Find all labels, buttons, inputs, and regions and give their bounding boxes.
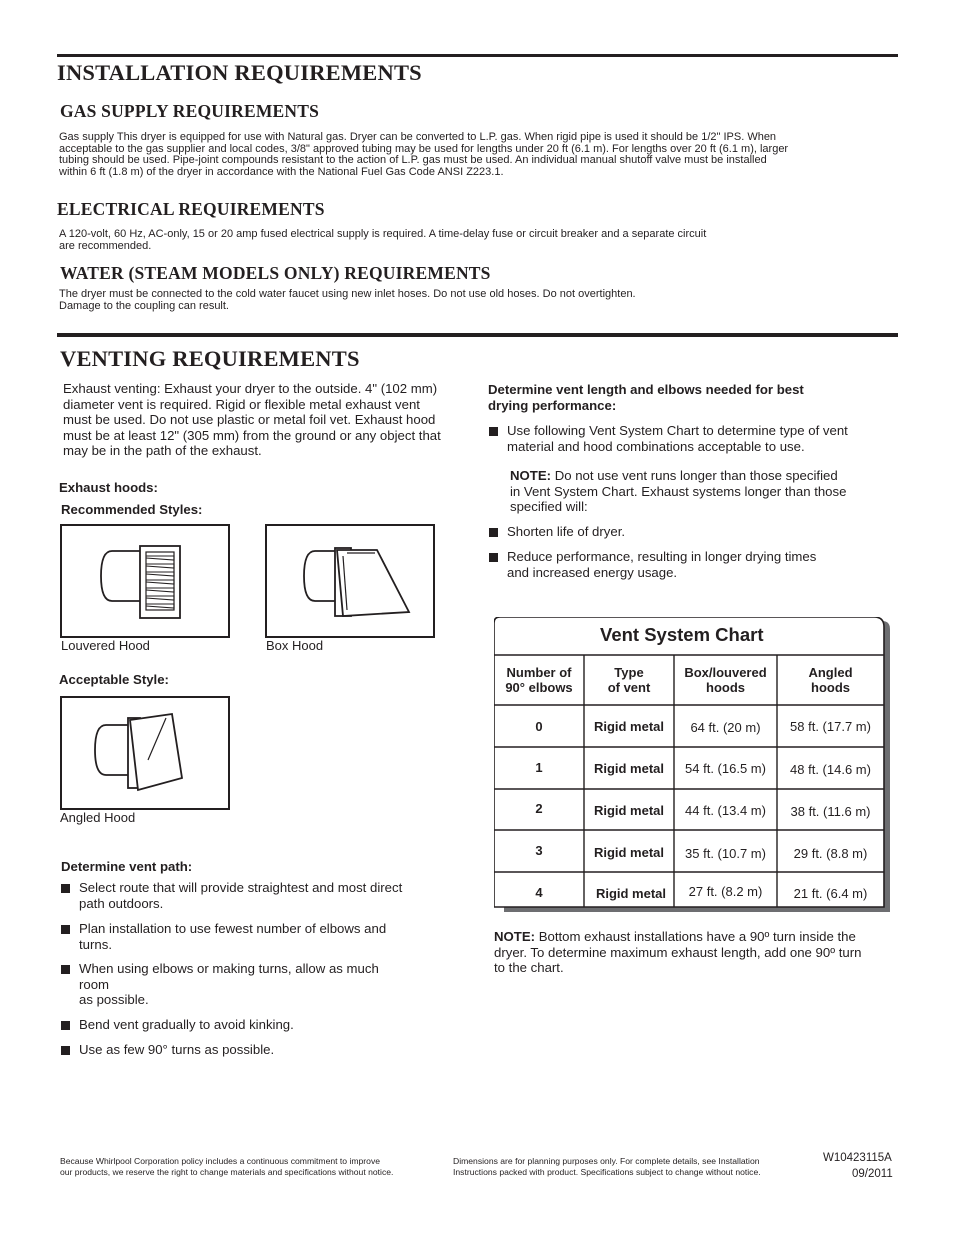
installation-title: INSTALLATION REQUIREMENTS bbox=[57, 60, 422, 85]
vent-length-note bbox=[510, 468, 890, 515]
bullet-line: Reduce performance, resulting in longer drying times bbox=[507, 549, 817, 564]
cell-elbows: 3 bbox=[535, 843, 543, 858]
cell-elbows: 1 bbox=[535, 760, 543, 775]
cell-type: Rigid metal bbox=[593, 803, 665, 818]
cell-type: Rigid metal bbox=[593, 761, 665, 776]
footer-date: 09/2011 bbox=[852, 1168, 893, 1180]
vent-path-bullet-3 bbox=[61, 961, 441, 1008]
cell-elbows: 2 bbox=[535, 801, 543, 816]
angled-hood-icon bbox=[62, 698, 228, 808]
effect-bullet-2 bbox=[489, 549, 889, 580]
col-header-line: hoods bbox=[706, 679, 745, 695]
col-header-angled bbox=[777, 666, 884, 695]
bullet-square-icon bbox=[61, 925, 70, 934]
bullet-line: path outdoors. bbox=[79, 895, 164, 911]
col-header-line: of vent bbox=[607, 679, 651, 695]
gas-paragraph bbox=[59, 132, 899, 178]
cell-angled: 21 ft. (6.4 m) bbox=[793, 886, 868, 901]
cell-elbows: 4 bbox=[535, 885, 543, 900]
box-hood-caption: Box Hood bbox=[266, 638, 324, 653]
cell-type: Rigid metal bbox=[593, 719, 665, 734]
cell-type: Rigid metal bbox=[593, 845, 665, 860]
vent-length-bullet bbox=[489, 423, 889, 454]
bullet-square-icon bbox=[61, 1046, 70, 1055]
effect-bullet-1 bbox=[489, 524, 889, 540]
note-line: Bottom exhaust installations have a 90º turn inside the bbox=[535, 929, 856, 944]
louvered-hood-icon bbox=[62, 526, 228, 636]
cell-elbows: 0 bbox=[535, 719, 543, 734]
bullet-line: Plan installation to use fewest number of elbows and bbox=[79, 921, 387, 936]
angled-hood-caption: Angled Hood bbox=[60, 810, 136, 825]
bullet-line: room bbox=[79, 976, 110, 992]
col-header-line: Number of bbox=[506, 665, 572, 680]
louvered-hood-image bbox=[60, 524, 230, 638]
electrical-paragraph bbox=[59, 229, 706, 252]
cell-box: 35 ft. (10.7 m) bbox=[685, 846, 766, 861]
note-line: dryer. To determine maximum exhaust length, add one 90º turn bbox=[494, 944, 862, 960]
venting-title: VENTING REQUIREMENTS bbox=[60, 346, 360, 371]
gas-line-2: acceptable to the gas supplier and local codes, 3/8" approved tubing may be used for lengths under 20 ft (6.1 m). For lengths over 20 ft (6.1 m), larger bbox=[59, 142, 789, 155]
col-header-box bbox=[674, 666, 777, 695]
cell-box: 27 ft. (8.2 m) bbox=[688, 884, 763, 899]
cell-angled: 38 ft. (11.6 m) bbox=[790, 804, 871, 819]
cell-angled: 29 ft. (8.8 m) bbox=[793, 846, 868, 861]
gas-heading: GAS SUPPLY REQUIREMENTS bbox=[60, 101, 320, 121]
electrical-heading: ELECTRICAL REQUIREMENTS bbox=[57, 199, 325, 219]
bottom-exhaust-note bbox=[494, 929, 894, 976]
footer-line: Because Whirlpool Corporation policy includes a continuous commitment to improve bbox=[60, 1156, 381, 1166]
note-line: specified will: bbox=[510, 499, 588, 515]
vent-path-bullet-4 bbox=[61, 1017, 441, 1033]
bullet-line: Use following Vent System Chart to determine type of vent bbox=[507, 423, 848, 438]
intro-line-2: diameter vent is required. Rigid or flexible metal exhaust vent bbox=[63, 396, 420, 412]
gas-line-1: This dryer is equipped for use with Natural gas. Dryer can be converted to L.P. gas. When rigid pipe is used it should be 1/2" IPS. When bbox=[114, 131, 777, 143]
bullet-line: turns. bbox=[79, 936, 112, 952]
vent-path-bullet-5 bbox=[61, 1042, 441, 1058]
water-heading: WATER (STEAM MODELS ONLY) REQUIREMENTS bbox=[60, 263, 491, 283]
acceptable-label: Acceptable Style: bbox=[59, 672, 169, 687]
bullet-square-icon bbox=[61, 1021, 70, 1030]
bullet-line: Shorten life of dryer. bbox=[507, 524, 626, 539]
bullet-square-icon bbox=[489, 427, 498, 436]
note-label: NOTE: bbox=[510, 468, 552, 483]
col-header-type bbox=[584, 666, 674, 695]
intro-line-1: Exhaust venting: Exhaust your dryer to the outside. 4" (102 mm) bbox=[63, 381, 438, 396]
vent-path-heading: Determine vent path: bbox=[61, 859, 193, 874]
bullet-line: material and hood combinations acceptable to use. bbox=[507, 438, 805, 454]
bullet-line: as possible. bbox=[79, 992, 149, 1007]
bullet-line: Use as few 90° turns as possible. bbox=[79, 1042, 275, 1057]
footer-part-number: W10423115A bbox=[823, 1152, 892, 1164]
box-hood-icon bbox=[267, 526, 433, 636]
intro-line-5: may be in the path of the exhaust. bbox=[63, 443, 262, 459]
electrical-line-2: are recommended. bbox=[59, 239, 152, 252]
venting-intro bbox=[63, 381, 483, 459]
vent-length-heading-line-1: Determine vent length and elbows needed for best bbox=[488, 382, 804, 397]
gas-line-4: within 6 ft (1.8 m) of the dryer in accordance with the National Fuel Gas Code ANSI Z223.1. bbox=[59, 165, 504, 178]
electrical-line-1: A 120-volt, 60 Hz, AC-only, 15 or 20 amp fused electrical supply is required. A time-delay fuse or circuit breaker and a separate circuit bbox=[59, 228, 707, 240]
cell-box: 54 ft. (16.5 m) bbox=[685, 761, 766, 776]
recommended-label: Recommended Styles: bbox=[61, 502, 203, 517]
vent-path-bullet-1 bbox=[61, 880, 441, 911]
col-header-line: 90° elbows bbox=[505, 679, 573, 695]
exhaust-hoods-label: Exhaust hoods: bbox=[59, 480, 158, 495]
water-line-1: The dryer must be connected to the cold water faucet using new inlet hoses. Do not use old hoses. Do not overtighten. bbox=[59, 288, 636, 300]
bullet-line: Bend vent gradually to avoid kinking. bbox=[79, 1017, 294, 1032]
bullet-square-icon bbox=[61, 965, 70, 974]
col-header-line: Angled bbox=[808, 665, 853, 680]
note-line: in Vent System Chart. Exhaust systems longer than those bbox=[510, 483, 847, 499]
vent-system-chart bbox=[494, 617, 886, 911]
vent-path-bullet-2 bbox=[61, 921, 441, 952]
gas-line-3: tubing should be used. Pipe-joint compounds resistant to the action of L.P. gas must be used. An individual manual shutoff valve must be installed bbox=[59, 154, 767, 166]
vent-length-heading-line-2: drying performance: bbox=[488, 397, 617, 413]
note-label: NOTE: bbox=[494, 929, 536, 944]
venting-rule bbox=[57, 333, 898, 337]
cell-angled: 48 ft. (14.6 m) bbox=[790, 762, 871, 777]
chart-title: Vent System Chart bbox=[600, 624, 764, 645]
water-line-2: Damage to the coupling can result. bbox=[59, 299, 229, 312]
cell-box: 44 ft. (13.4 m) bbox=[685, 803, 766, 818]
cell-angled: 58 ft. (17.7 m) bbox=[790, 719, 871, 734]
col-header-elbows bbox=[494, 666, 584, 695]
box-hood-image bbox=[265, 524, 435, 638]
col-header-line: Type bbox=[614, 665, 644, 680]
col-header-line: Box/louvered bbox=[684, 665, 767, 680]
bullet-line: and increased energy usage. bbox=[507, 564, 678, 580]
footer-line: our products, we reserve the right to change materials and specifications without notice. bbox=[60, 1167, 394, 1177]
angled-hood-image bbox=[60, 696, 230, 810]
top-rule bbox=[57, 54, 898, 57]
bullet-square-icon bbox=[61, 884, 70, 893]
note-line: to the chart. bbox=[494, 960, 564, 976]
bullet-line: When using elbows or making turns, allow as much bbox=[79, 961, 379, 976]
cell-box: 64 ft. (20 m) bbox=[690, 720, 761, 735]
intro-line-4: must be at least 12" (305 mm) from the ground or any object that bbox=[63, 427, 441, 443]
note-line: Do not use vent runs longer than those specified bbox=[551, 468, 838, 483]
bullet-square-icon bbox=[489, 528, 498, 537]
footer-line: Instructions packed with product. Specifications subject to change without notice. bbox=[453, 1167, 761, 1177]
gas-lead: Gas supply bbox=[59, 131, 115, 143]
bullet-line: Select route that will provide straightest and most direct bbox=[79, 880, 403, 895]
bullet-square-icon bbox=[489, 553, 498, 562]
cell-type: Rigid metal bbox=[595, 886, 667, 901]
vent-length-heading bbox=[488, 382, 804, 413]
col-header-line: hoods bbox=[811, 679, 850, 695]
footer-policy bbox=[60, 1156, 393, 1178]
intro-line-3: must be used. Do not use plastic or metal foil vet. Exhaust hood bbox=[63, 412, 436, 428]
footer-line: Dimensions are for planning purposes only. For complete details, see Installation bbox=[453, 1156, 760, 1166]
footer-dimensions bbox=[453, 1156, 761, 1178]
water-paragraph bbox=[59, 289, 636, 312]
louvered-hood-caption: Louvered Hood bbox=[61, 638, 150, 653]
